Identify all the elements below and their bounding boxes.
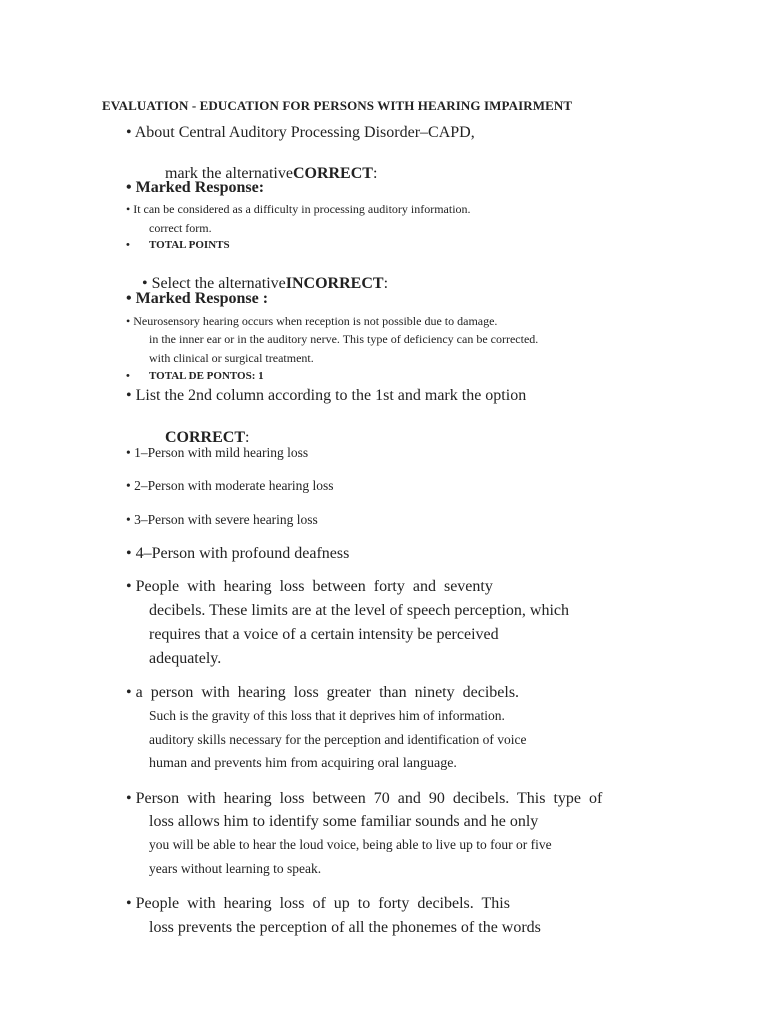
response-2-line-1: • Neurosensory hearing occurs when reception is not possible due to damage.	[126, 314, 498, 328]
question-3-line-1: • List the 2nd column according to the 1st and mark the option	[126, 387, 527, 404]
option-d-line-1: • People with hearing loss of up to forty decibels. This	[126, 895, 510, 912]
option-a-line-2: decibels. These limits are at the level of speech perception, which	[149, 602, 569, 619]
response-2-points-bullet: •	[126, 370, 130, 382]
question-1-line-1: • About Central Auditory Processing Disorder–CAPD,	[126, 124, 475, 141]
response-1-total-points: TOTAL POINTS	[149, 239, 230, 251]
option-c-line-3: you will be able to hear the loud voice, being able to live up to four or five	[149, 837, 552, 852]
response-2-line-2: in the inner ear or in the auditory nerve. This type of deficiency can be corrected.	[149, 332, 539, 346]
column-1-item: • 1–Person with mild hearing loss	[126, 445, 309, 460]
question-2-colon: :	[383, 275, 389, 293]
option-c-line-2: loss allows him to identify some familiar sounds and he only	[149, 813, 539, 830]
response-1-heading: • Marked Response:	[126, 179, 265, 196]
option-a-line-3: requires that a voice of a certain intensity be perceived	[149, 626, 499, 643]
option-c-line-4: years without learning to speak.	[149, 861, 322, 876]
question-2-prefix: • Select the alternative	[142, 275, 286, 293]
question-1-colon: :	[372, 165, 378, 183]
option-a-line-1: • People with hearing loss between forty and seventy	[126, 578, 493, 595]
response-1-points-bullet: •	[126, 239, 130, 251]
option-b-line-1: • a person with hearing loss greater than ninety decibels.	[126, 684, 520, 701]
option-b-line-4: human and prevents him from acquiring oral language.	[149, 756, 457, 771]
option-d-line-2: loss prevents the perception of all the phonemes of the words	[149, 919, 541, 936]
question-1-keyword: CORRECT	[292, 165, 373, 183]
option-a-line-4: adequately.	[149, 650, 222, 667]
question-3-colon: :	[245, 429, 250, 447]
response-2-heading: • Marked Response :	[126, 290, 269, 307]
response-1-line-1: • It can be considered as a difficulty in processing auditory information.	[126, 202, 471, 216]
column-1-item: • 2–Person with moderate hearing loss	[126, 478, 334, 493]
question-1-prefix: mark the alternative	[165, 165, 293, 183]
column-1-item: • 3–Person with severe hearing loss	[126, 512, 318, 527]
column-1-item: • 4–Person with profound deafness	[126, 545, 350, 562]
question-2-keyword: INCORRECT	[285, 275, 384, 293]
option-c-line-1: • Person with hearing loss between 70 and 90 decibels. This type of	[126, 790, 603, 807]
page-title: EVALUATION - EDUCATION FOR PERSONS WITH HEARING IMPAIRMENT	[102, 98, 573, 113]
option-b-line-3: auditory skills necessary for the perception and identification of voice	[149, 732, 527, 747]
option-b-line-2: Such is the gravity of this loss that it deprives him of information.	[149, 708, 505, 723]
response-1-line-2: correct form.	[149, 221, 212, 235]
question-3-keyword: CORRECT	[165, 429, 246, 447]
response-2-line-3: with clinical or surgical treatment.	[149, 351, 314, 365]
response-2-total-points: TOTAL DE PONTOS: 1	[149, 370, 264, 382]
